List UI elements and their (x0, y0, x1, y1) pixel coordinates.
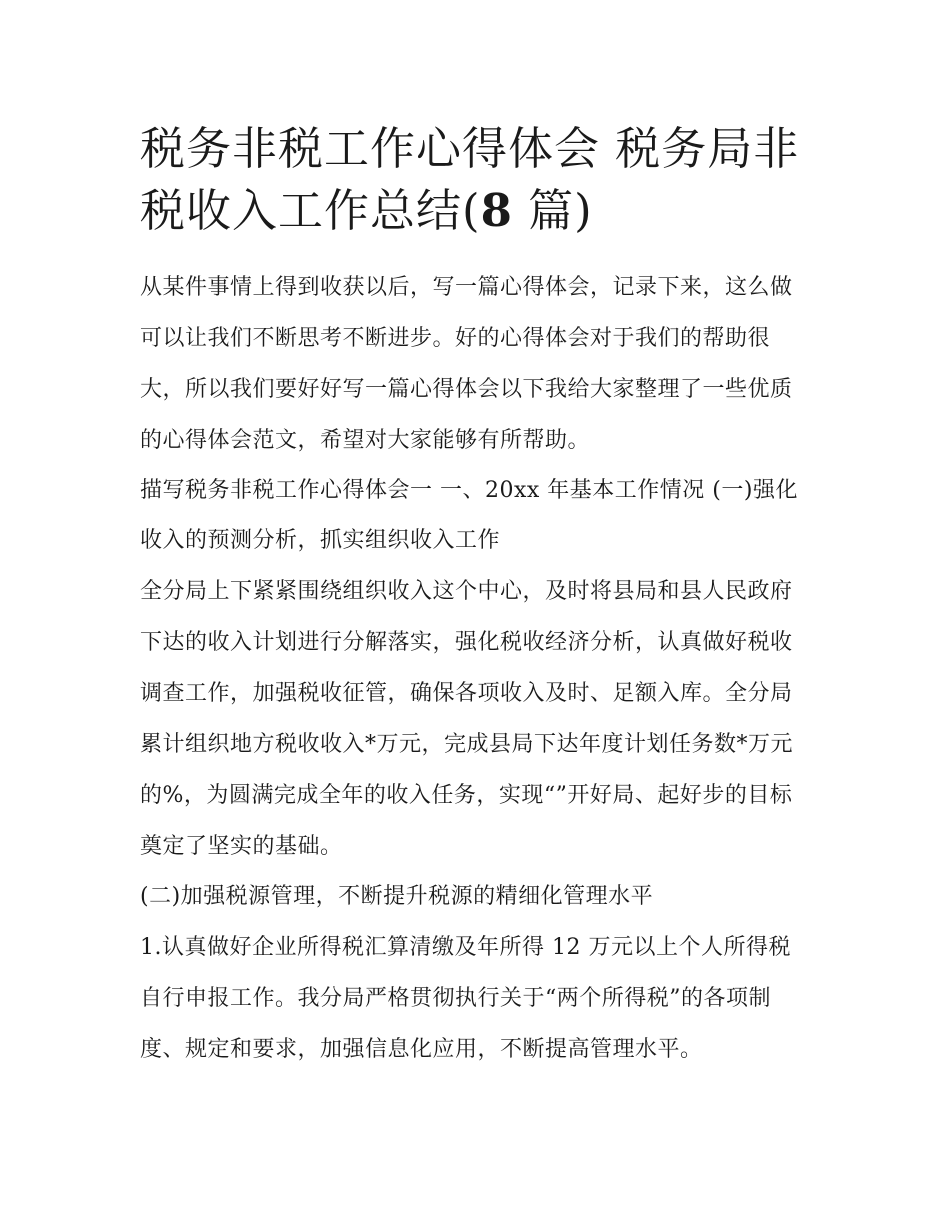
title-end-text: 篇) (512, 184, 593, 237)
title-main-text: 税务非税工作心得体会 税务局非税收入工作总结( (140, 122, 800, 237)
section-one-heading: 描写税务非税工作心得体会一 一、20xx 年基本工作情况 (一)强化收入的预测分析，抓实组织收入工作 (140, 478, 798, 553)
section-two-heading: (二)加强税源管理，不断提升税源的精细化管理水平 (140, 884, 654, 909)
intro-paragraph: 从某件事情上得到收获以后，写一篇心得体会，记录下来，这么做可以让我们不断思考不断进步。好的心得体会对于我们的帮助很大，所以我们要好好写一篇心得体会以下我给大家整理了一些优质的心得体会范文，希望对大家能够有所帮助。 (140, 275, 793, 453)
document-page (140, 118, 812, 1075)
income-tax-paragraph: 1.认真做好企业所得税汇算清缴及年所得 12 万元以上个人所得税自行申报工作。我分局严格贯彻执行关于“两个所得税”的各项制度、规定和要求，加强信息化应用，不断提高管理水平。 (140, 935, 791, 1062)
title-bold-number: 8 (480, 184, 513, 237)
document-title (140, 118, 812, 242)
revenue-paragraph: 全分局上下紧紧围绕组织收入这个中心，及时将县局和县人民政府下达的收入计划进行分解落实，强化税收经济分析，认真做好税收调查工作，加强税收征管，确保各项收入及时、足额入库。全分局累计组织地方税收收入*万元，完成县局下达年度计划任务数*万元的%，为圆满完成全年的收入任务，实现“”开好局、起好步的目标奠定了坚实的基础。 (140, 579, 794, 859)
